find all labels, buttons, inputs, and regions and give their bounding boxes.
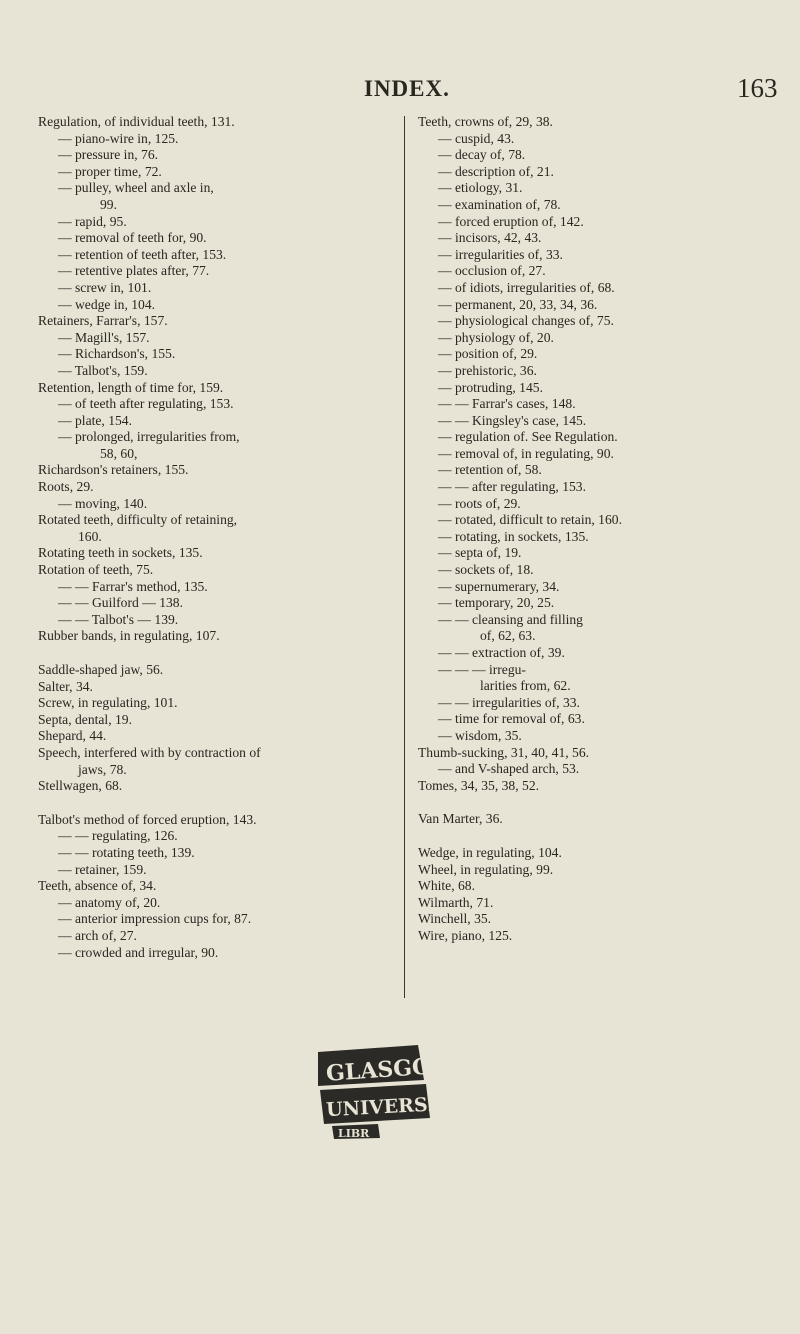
index-subentry: — — regulating, 126.: [58, 828, 178, 844]
page-title: INDEX.: [364, 76, 450, 101]
index-subentry: — — Farrar's cases, 148.: [438, 396, 576, 412]
index-subentry: — anterior impression cups for, 87.: [58, 911, 252, 927]
section-gap: [38, 795, 398, 812]
index-subentry: — roots of, 29.: [438, 495, 521, 511]
index-subentry: — — Guilford — 138.: [58, 595, 183, 611]
index-entry: Shepard, 44.: [38, 728, 107, 744]
index-subentry: — rapid, 95.: [58, 213, 127, 229]
index-subentry: — rotated, difficult to retain, 160.: [438, 512, 622, 528]
index-subentry: — description of, 21.: [438, 163, 554, 179]
index-subentry: — wedge in, 104.: [58, 296, 156, 312]
index-entry: Regulation, of individual teeth, 131.: [38, 114, 235, 129]
index-subentry: — — extraction of, 39.: [438, 645, 565, 660]
index-subentry: — of idiots, irregularities of, 68.: [438, 279, 615, 295]
index-subentry: 160.: [78, 528, 102, 544]
index-entry: Saddle-shaped jaw, 56.: [38, 662, 164, 677]
index-subentry: — decay of, 78.: [438, 147, 526, 163]
index-subentry: — incisors, 42, 43.: [438, 230, 542, 246]
index-subentry: — pulley, wheel and axle in,: [58, 180, 214, 196]
index-entry: Wilmarth, 71.: [418, 894, 494, 910]
index-entry: Speech, interfered with by contraction of: [38, 744, 261, 760]
index-subentry: — Talbot's, 159.: [58, 362, 148, 378]
index-subentry: — — irregularities of, 33.: [438, 694, 580, 710]
section-gap: [38, 645, 398, 662]
index-subentry: — occlusion of, 27.: [438, 263, 546, 279]
index-subentry: — crowded and irregular, 90.: [58, 944, 219, 960]
index-entry: Tomes, 34, 35, 38, 52.: [418, 777, 540, 793]
index-subentry: — retention of, 58.: [438, 462, 542, 478]
index-subentry: — removal of, in regulating, 90.: [438, 445, 614, 461]
index-subentry: — screw in, 101.: [58, 279, 152, 295]
index-subentry: — physiological changes of, 75.: [438, 313, 614, 329]
index-entry: Richardson's retainers, 155.: [38, 462, 189, 478]
index-entry: Wedge, in regulating, 104.: [418, 844, 562, 860]
index-subentry: — forced eruption of, 142.: [438, 213, 584, 229]
index-subentry: — retainer, 159.: [58, 861, 147, 877]
page-number: 163: [737, 73, 778, 103]
index-subentry: — retention of teeth after, 153.: [58, 246, 227, 262]
index-entry: Screw, in regulating, 101.: [38, 695, 178, 711]
index-subentry: — anatomy of, 20.: [58, 894, 161, 910]
index-subentry: — Richardson's, 155.: [58, 346, 176, 362]
index-subentry: — regulation of. See Regulation.: [438, 429, 618, 445]
index-subentry: — — after regulating, 153.: [438, 479, 586, 495]
index-entry: Teeth, crowns of, 29, 38.: [418, 114, 553, 129]
index-subentry: — septa of, 19.: [438, 545, 522, 561]
index-entry: Teeth, absence of, 34.: [38, 878, 157, 894]
index-subentry: — piano-wire in, 125.: [58, 130, 179, 146]
index-subentry: — plate, 154.: [58, 412, 132, 428]
index-subentry: — and V-shaped arch, 53.: [438, 761, 580, 777]
index-entry: Retainers, Farrar's, 157.: [38, 313, 168, 329]
index-subentry: — protruding, 145.: [438, 379, 543, 395]
index-subentry: — moving, 140.: [58, 495, 148, 511]
svg-text:UNIVERSITY: UNIVERSITY: [325, 1091, 465, 1122]
index-entry: Thumb-sucking, 31, 40, 41, 56.: [418, 744, 590, 760]
index-subentry: — temporary, 20, 25.: [438, 595, 555, 611]
index-entry: Stellwagen, 68.: [38, 778, 123, 794]
index-column-right: [418, 114, 778, 945]
index-entry: Rubber bands, in regulating, 107.: [38, 628, 220, 644]
index-subentry: — physiology of, 20.: [438, 329, 554, 345]
column-divider: [404, 116, 405, 998]
section-gap: [418, 828, 778, 845]
index-entry: Winchell, 35.: [418, 911, 492, 927]
index-entry: Retention, length of time for, 159.: [38, 379, 224, 395]
index-entry: Rotation of teeth, 75.: [38, 562, 154, 578]
index-entry: Talbot's method of forced eruption, 143.: [38, 811, 257, 827]
index-entry: Rotated teeth, difficulty of retaining,: [38, 512, 238, 528]
index-subentry: — of teeth after regulating, 153.: [58, 396, 234, 412]
index-subentry: — removal of teeth for, 90.: [58, 230, 207, 246]
index-column-left: [38, 114, 398, 961]
index-subentry: — time for removal of, 63.: [438, 711, 585, 727]
index-subentry: — — — irregu-: [438, 661, 526, 677]
index-subentry: — wisdom, 35.: [438, 727, 522, 743]
index-subentry: — retentive plates after, 77.: [58, 263, 210, 279]
index-subentry: — arch of, 27.: [58, 927, 137, 943]
index-subentry: larities from, 62.: [480, 678, 571, 694]
index-subentry: — — Talbot's — 139.: [58, 611, 179, 627]
index-subentry: — — Farrar's method, 135.: [58, 578, 208, 594]
index-subentry: — proper time, 72.: [58, 163, 162, 179]
index-subentry: — examination of, 78.: [438, 196, 561, 212]
index-subentry: 99.: [100, 196, 117, 212]
page-header: [0, 58, 800, 108]
index-subentry: 58, 60,: [100, 445, 138, 461]
svg-text:GLASGOW: GLASGOW: [325, 1051, 457, 1087]
index-subentry: — cuspid, 43.: [438, 130, 515, 146]
section-gap: [418, 794, 778, 811]
index-entry: Wheel, in regulating, 99.: [418, 861, 554, 877]
index-subentry: — Magill's, 157.: [58, 329, 150, 345]
svg-text:LIBR: LIBR: [338, 1127, 370, 1140]
index-subentry: — rotating, in sockets, 135.: [438, 528, 589, 544]
index-subentry: — permanent, 20, 33, 34, 36.: [438, 296, 598, 312]
index-subentry: of, 62, 63.: [480, 628, 536, 644]
index-subentry: — — Kingsley's case, 145.: [438, 412, 587, 428]
index-subentry: — — cleansing and filling: [438, 611, 583, 627]
index-subentry: — sockets of, 18.: [438, 562, 534, 578]
index-entry: White, 68.: [418, 878, 476, 894]
index-subentry: — etiology, 31.: [438, 180, 523, 196]
index-subentry: — supernumerary, 34.: [438, 578, 560, 594]
index-entry: Wire, piano, 125.: [418, 927, 513, 943]
index-subentry: — — rotating teeth, 139.: [58, 844, 195, 860]
index-subentry: — prehistoric, 36.: [438, 362, 537, 378]
library-stamp-icon: [298, 1040, 465, 1140]
index-subentry: — pressure in, 76.: [58, 147, 159, 163]
index-entry: Van Marter, 36.: [418, 811, 503, 827]
index-subentry: — position of, 29.: [438, 346, 538, 362]
index-entry: Salter, 34.: [38, 678, 93, 694]
index-entry: Rotating teeth in sockets, 135.: [38, 545, 203, 561]
index-subentry: — irregularities of, 33.: [438, 246, 563, 262]
index-subentry: jaws, 78.: [78, 761, 127, 777]
index-entry: Septa, dental, 19.: [38, 711, 133, 727]
index-subentry: — prolonged, irregularities from,: [58, 429, 240, 445]
index-entry: Roots, 29.: [38, 479, 94, 495]
